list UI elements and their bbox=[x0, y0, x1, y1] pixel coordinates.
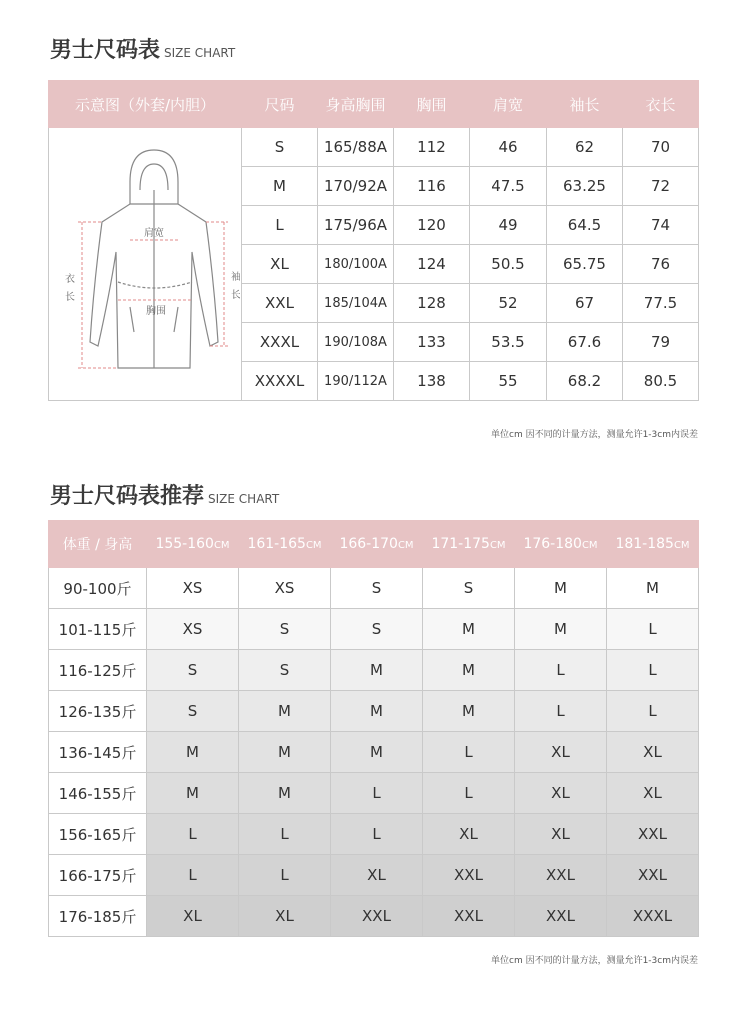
recommended-size-cell: M bbox=[147, 773, 239, 814]
recommended-size-cell: L bbox=[423, 773, 515, 814]
recommended-size-cell: M bbox=[331, 691, 423, 732]
recommended-size-cell: XL bbox=[607, 732, 699, 773]
recommended-size-cell: XS bbox=[147, 609, 239, 650]
height-range-value: 161-165 bbox=[247, 536, 306, 552]
recommended-size-cell: XXL bbox=[423, 896, 515, 937]
table-row bbox=[49, 896, 699, 937]
recommended-size-cell: S bbox=[147, 650, 239, 691]
size-chart-header-row bbox=[49, 81, 699, 128]
recommended-size-cell: M bbox=[239, 773, 331, 814]
size-header-cell: 袖长 bbox=[547, 81, 623, 128]
measure-cell: 128 bbox=[394, 284, 470, 323]
weight-cell: 156-165斤 bbox=[49, 814, 147, 855]
recommended-size-cell: XL bbox=[515, 732, 607, 773]
recommended-size-cell: S bbox=[423, 568, 515, 609]
measure-cell: 74 bbox=[623, 206, 699, 245]
recommended-size-cell: M bbox=[515, 568, 607, 609]
recommend-title bbox=[50, 479, 279, 510]
recommended-size-cell: XL bbox=[147, 896, 239, 937]
table-row bbox=[49, 732, 699, 773]
size-cell: XXL bbox=[242, 284, 318, 323]
height-range-value: 171-175 bbox=[431, 536, 490, 552]
measure-cell: 49 bbox=[470, 206, 547, 245]
diagram-sleeve-label: 袖 bbox=[231, 272, 240, 283]
measure-cell: 64.5 bbox=[547, 206, 623, 245]
recommended-size-cell: XXL bbox=[515, 855, 607, 896]
table-row bbox=[49, 568, 699, 609]
recommended-size-cell: M bbox=[239, 732, 331, 773]
measure-cell: 52 bbox=[470, 284, 547, 323]
measure-cell: 46 bbox=[470, 128, 547, 167]
recommended-size-cell: L bbox=[423, 732, 515, 773]
measure-cell: 62 bbox=[547, 128, 623, 167]
measure-cell: 47.5 bbox=[470, 167, 547, 206]
recommended-size-cell: S bbox=[239, 609, 331, 650]
height-unit: CM bbox=[213, 540, 230, 551]
recommended-size-cell: XL bbox=[515, 773, 607, 814]
diagram-sleeve-label: 长 bbox=[231, 290, 240, 301]
measure-cell: 68.2 bbox=[547, 362, 623, 401]
recommended-size-cell: L bbox=[331, 773, 423, 814]
size-cell: L bbox=[242, 206, 318, 245]
height-range-header bbox=[423, 521, 515, 568]
size-chart-title bbox=[50, 33, 235, 64]
recommended-size-cell: M bbox=[515, 609, 607, 650]
measure-cell: 138 bbox=[394, 362, 470, 401]
height-range-value: 176-180 bbox=[523, 536, 582, 552]
measure-cell: 175/96A bbox=[318, 206, 394, 245]
recommended-size-cell: M bbox=[423, 609, 515, 650]
measure-cell: 55 bbox=[470, 362, 547, 401]
height-unit: CM bbox=[673, 540, 690, 551]
size-cell: XXXL bbox=[242, 323, 318, 362]
table-row bbox=[49, 855, 699, 896]
table-row bbox=[49, 609, 699, 650]
weight-cell: 90-100斤 bbox=[49, 568, 147, 609]
height-range-value: 155-160 bbox=[155, 536, 214, 552]
height-range-header bbox=[607, 521, 699, 568]
table-row bbox=[49, 814, 699, 855]
weight-cell: 146-155斤 bbox=[49, 773, 147, 814]
size-cell: M bbox=[242, 167, 318, 206]
table-row bbox=[49, 650, 699, 691]
measure-cell: 63.25 bbox=[547, 167, 623, 206]
size-cell: S bbox=[242, 128, 318, 167]
height-range-header bbox=[331, 521, 423, 568]
recommended-size-cell: XXXL bbox=[607, 896, 699, 937]
height-unit: CM bbox=[581, 540, 598, 551]
recommended-size-cell: L bbox=[607, 650, 699, 691]
weight-cell: 101-115斤 bbox=[49, 609, 147, 650]
recommended-size-cell: S bbox=[331, 568, 423, 609]
table-row bbox=[49, 773, 699, 814]
recommended-size-cell: XS bbox=[239, 568, 331, 609]
recommended-size-cell: S bbox=[147, 691, 239, 732]
size-chart-body bbox=[49, 128, 699, 401]
recommended-size-cell: XXL bbox=[607, 855, 699, 896]
recommended-size-cell: S bbox=[239, 650, 331, 691]
measure-cell: 65.75 bbox=[547, 245, 623, 284]
recommended-size-cell: XL bbox=[239, 896, 331, 937]
measure-cell: 50.5 bbox=[470, 245, 547, 284]
recommended-size-cell: XL bbox=[331, 855, 423, 896]
measure-cell: 120 bbox=[394, 206, 470, 245]
recommended-size-cell: L bbox=[515, 691, 607, 732]
diagram-length-label: 衣 bbox=[65, 274, 75, 285]
recommended-size-cell: L bbox=[239, 855, 331, 896]
size-chart-note: 单位cm 因不同的计量方法，测量允许1-3cm内误差 bbox=[491, 430, 698, 440]
table-row bbox=[49, 128, 699, 167]
recommended-size-cell: L bbox=[331, 814, 423, 855]
measure-cell: 180/100A bbox=[318, 245, 394, 284]
measure-cell: 190/108A bbox=[318, 323, 394, 362]
diagram-length-label: 长 bbox=[65, 292, 75, 303]
recommended-size-cell: L bbox=[515, 650, 607, 691]
recommended-size-cell: M bbox=[331, 732, 423, 773]
recommended-size-cell: L bbox=[147, 855, 239, 896]
weight-cell: 176-185斤 bbox=[49, 896, 147, 937]
recommended-size-cell: L bbox=[607, 609, 699, 650]
recommend-header-row bbox=[49, 521, 699, 568]
measure-cell: 72 bbox=[623, 167, 699, 206]
recommend-note: 单位cm 因不同的计量方法，测量允许1-3cm内误差 bbox=[491, 956, 698, 966]
height-range-value: 166-170 bbox=[339, 536, 398, 552]
recommended-size-cell: XXL bbox=[607, 814, 699, 855]
jacket-diagram-icon bbox=[50, 132, 240, 392]
recommended-size-cell: S bbox=[331, 609, 423, 650]
measure-cell: 170/92A bbox=[318, 167, 394, 206]
recommended-size-cell: XL bbox=[423, 814, 515, 855]
size-header-cell: 示意图（外套/内胆） bbox=[49, 81, 242, 128]
height-unit: CM bbox=[305, 540, 322, 551]
recommended-size-cell: L bbox=[607, 691, 699, 732]
recommended-size-cell: L bbox=[147, 814, 239, 855]
recommended-size-cell: XL bbox=[607, 773, 699, 814]
weight-cell: 136-145斤 bbox=[49, 732, 147, 773]
measure-cell: 190/112A bbox=[318, 362, 394, 401]
diagram-chest-label: 胸围 bbox=[146, 306, 166, 317]
measure-cell: 133 bbox=[394, 323, 470, 362]
diagram-shoulder-label: 肩宽 bbox=[144, 228, 164, 239]
recommended-size-cell: XL bbox=[515, 814, 607, 855]
recommended-size-cell: XXL bbox=[515, 896, 607, 937]
measure-cell: 70 bbox=[623, 128, 699, 167]
measure-cell: 67 bbox=[547, 284, 623, 323]
recommend-subtitle: SIZE CHART bbox=[208, 492, 280, 506]
recommend-body bbox=[49, 568, 699, 937]
size-chart-subtitle: SIZE CHART bbox=[164, 46, 236, 60]
measure-cell: 116 bbox=[394, 167, 470, 206]
size-chart-title-text: 男士尺码表 bbox=[50, 38, 161, 63]
recommended-size-cell: XXL bbox=[331, 896, 423, 937]
size-header-cell: 身高胸围 bbox=[318, 81, 394, 128]
measure-cell: 53.5 bbox=[470, 323, 547, 362]
recommended-size-cell: L bbox=[239, 814, 331, 855]
recommended-size-cell: M bbox=[147, 732, 239, 773]
size-cell: XL bbox=[242, 245, 318, 284]
size-header-cell: 尺码 bbox=[242, 81, 318, 128]
measure-cell: 185/104A bbox=[318, 284, 394, 323]
measure-cell: 67.6 bbox=[547, 323, 623, 362]
recommended-size-cell: M bbox=[239, 691, 331, 732]
measure-cell: 79 bbox=[623, 323, 699, 362]
recommended-size-cell: XS bbox=[147, 568, 239, 609]
size-header-cell: 衣长 bbox=[623, 81, 699, 128]
height-range-header bbox=[147, 521, 239, 568]
measure-cell: 112 bbox=[394, 128, 470, 167]
recommend-title-text: 男士尺码表推荐 bbox=[50, 484, 205, 509]
height-range-value: 181-185 bbox=[615, 536, 674, 552]
height-range-header bbox=[515, 521, 607, 568]
measure-cell: 76 bbox=[623, 245, 699, 284]
measure-cell: 165/88A bbox=[318, 128, 394, 167]
recommended-size-cell: XXL bbox=[423, 855, 515, 896]
weight-cell: 166-175斤 bbox=[49, 855, 147, 896]
recommended-size-cell: M bbox=[423, 691, 515, 732]
size-header-cell: 胸围 bbox=[394, 81, 470, 128]
jacket-diagram-cell bbox=[49, 128, 242, 401]
weight-cell: 116-125斤 bbox=[49, 650, 147, 691]
size-header-cell: 肩宽 bbox=[470, 81, 547, 128]
size-chart-table bbox=[48, 80, 699, 401]
corner-header-cell: 体重 / 身高 bbox=[49, 521, 147, 568]
recommended-size-cell: M bbox=[331, 650, 423, 691]
recommended-size-cell: M bbox=[607, 568, 699, 609]
height-unit: CM bbox=[489, 540, 506, 551]
size-cell: XXXXL bbox=[242, 362, 318, 401]
height-range-header bbox=[239, 521, 331, 568]
table-row bbox=[49, 691, 699, 732]
height-unit: CM bbox=[397, 540, 414, 551]
recommend-table bbox=[48, 520, 699, 937]
recommended-size-cell: M bbox=[423, 650, 515, 691]
measure-cell: 124 bbox=[394, 245, 470, 284]
measure-cell: 77.5 bbox=[623, 284, 699, 323]
measure-cell: 80.5 bbox=[623, 362, 699, 401]
weight-cell: 126-135斤 bbox=[49, 691, 147, 732]
